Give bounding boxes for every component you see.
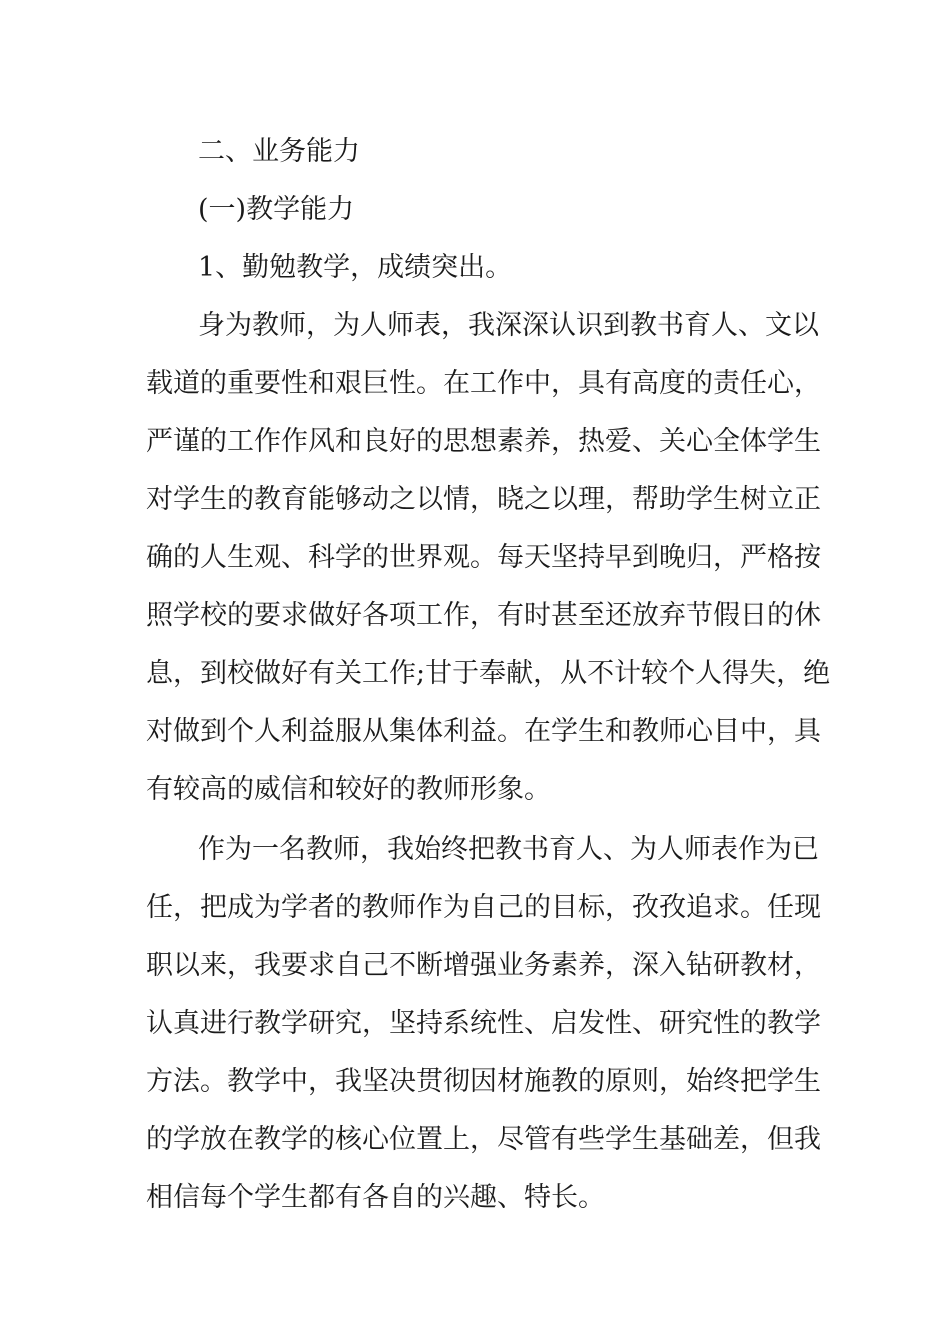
item-title: 1、勤勉教学，成绩突出。 [198, 252, 513, 283]
paragraph-line: 对做到个人利益服从集体利益。在学生和教师心目中，具 [146, 716, 821, 747]
paragraph-line: 有较高的威信和较好的教师形象。 [146, 774, 551, 805]
paragraph-line: 认真进行教学研究，坚持系统性、启发性、研究性的教学 [146, 1008, 821, 1039]
paragraph-line: 相信每个学生都有各自的兴趣、特长。 [146, 1182, 605, 1213]
paragraph-line: 的学放在教学的核心位置上，尽管有些学生基础差，但我 [146, 1124, 821, 1155]
paragraph-line: 严谨的工作作风和良好的思想素养，热爱、关心全体学生 [146, 426, 821, 457]
paragraph-line: 身为教师，为人师表，我深深认识到教书育人、文以 [198, 310, 819, 341]
paragraph-line: 职以来，我要求自己不断增强业务素养，深入钻研教材， [146, 950, 821, 981]
paragraph-line: 载道的重要性和艰巨性。在工作中，具有高度的责任心， [146, 368, 821, 399]
paragraph-line: 作为一名教师，我始终把教书育人、为人师表作为已 [198, 834, 819, 865]
paragraph-line: 任，把成为学者的教师作为自己的目标，孜孜追求。任现 [146, 892, 821, 923]
paragraph-line: 对学生的教育能够动之以情，晓之以理，帮助学生树立正 [146, 484, 821, 515]
subsection-heading: (一)教学能力 [198, 194, 355, 225]
paragraph-line: 确的人生观、科学的世界观。每天坚持早到晚归，严格按 [146, 542, 821, 573]
section-heading: 二、业务能力 [198, 136, 360, 167]
paragraph-line: 息，到校做好有关工作;甘于奉献，从不计较个人得失，绝 [146, 658, 831, 689]
paragraph-line: 照学校的要求做好各项工作，有时甚至还放弃节假日的休 [146, 600, 821, 631]
paragraph-line: 方法。教学中，我坚决贯彻因材施教的原则，始终把学生 [146, 1066, 821, 1097]
